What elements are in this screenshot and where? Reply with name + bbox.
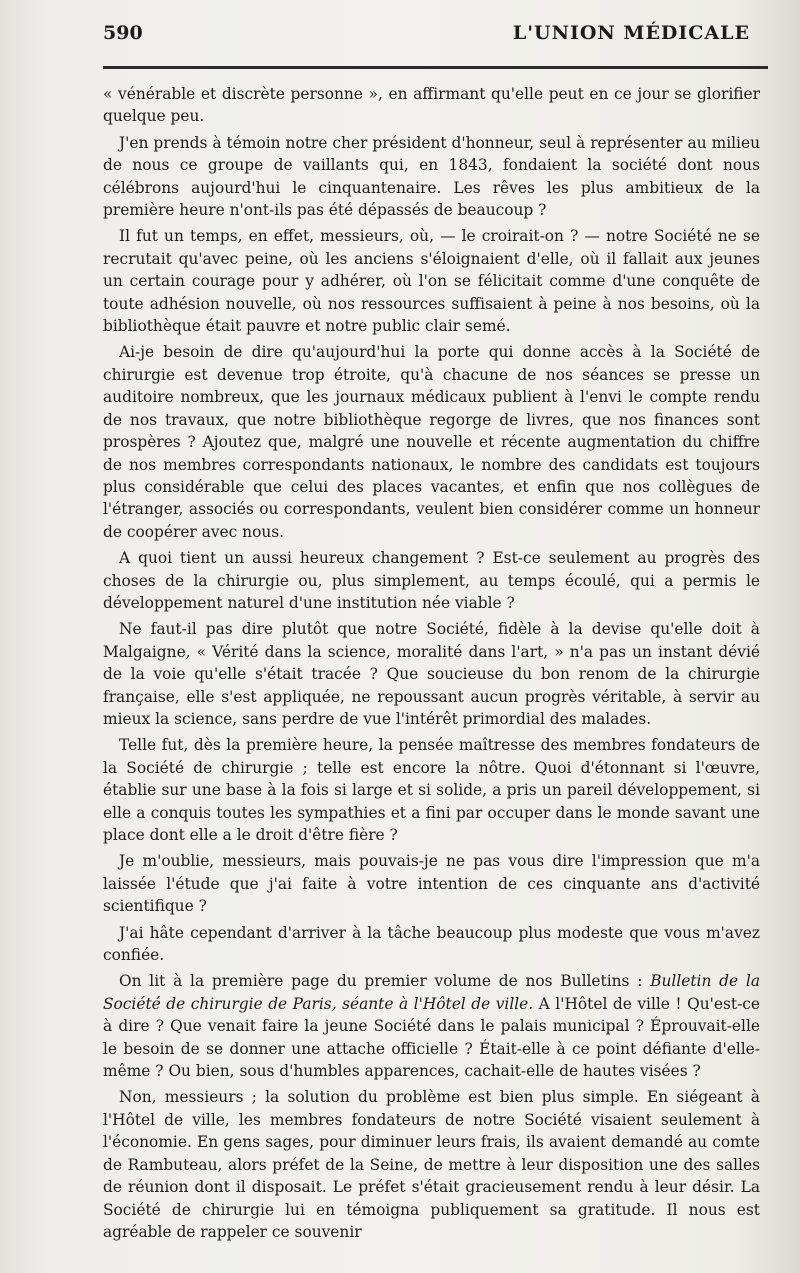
paragraph-last: Non, messieurs ; la solution du problème est bien plus simple. En siégeant à l'Hôtel de ville, les membres fondateurs de notre Société visaient seulement à l'économie. En gens sages, pour diminuer leurs frais, ils avaient demandé au comte de Rambuteau, alors préfet de la Seine, de mettre à leur disposition une des salles de réunion dont il disposait. Le préfet s'était gracieusement rendu à leur désir. La Société de chirurgie lui en témoigna publiquement sa gratitude. Il nous est agréable de rappeler ce souvenir <box>103 1088 760 1241</box>
bulletin-title: Bulletin de la Société de chirurgie de Paris, séante à l'Hôtel de ville. <box>103 972 760 1013</box>
paragraph-6: Ne faut-il pas dire plutôt que notre Société, fidèle à la devise qu'elle doit à Malgaigne, « Vérité dans la science, moralité dans l'art, » n'a pas un instant dévié de la voie qu'elle s'était tracée ? Que soucieuse du bon renom de la chirurgie française, elle s'est appliquée, ne repoussant aucun progrès véritable, à servir au mieux la science, sans perdre de vue l'intérêt primordial des malades. <box>103 620 760 728</box>
paragraph-3: Il fut un temps, en effet, messieurs, où, — le croirait-on ? — notre Société ne se recrutait qu'avec peine, où les anciens s'éloignaient d'elle, où il fallait aux jeunes un certain courage pour y adhérer, où l'on se félicitait comme d'une conquête de toute adhésion nouvelle, où nos ressources suffisaient à peine à nos besoins, où la bibliothèque était pauvre et notre public clair semé. <box>103 227 760 336</box>
paragraph-1: « vénérable et discrète personne », en affirmant qu'elle peut en ce jour se glorifier quelque peu. <box>103 85 760 126</box>
running-head <box>103 22 760 52</box>
journal-title: L'UNION MÉDICALE <box>512 22 750 44</box>
paragraph-bulletin <box>103 970 760 1082</box>
paragraph-5: A quoi tient un aussi heureux changement ? Est-ce seulement au progrès des choses de la chirurgie ou, plus simplement, au temps écoulé, qui a permis le développement naturel d'une institution née viable ? <box>103 549 760 612</box>
paragraph-9: J'ai hâte cependant d'arriver à la tâche beaucoup plus modeste que vous m'avez confiée. <box>103 923 760 965</box>
paragraph-4: Ai-je besoin de dire qu'aujourd'hui la porte qui donne accès à la Société de chirurgie est devenue trop étroite, qu'à chacune de nos séances se presse un auditoire nombreux, que les journaux médicaux publient à l'envi le compte rendu de nos travaux, que notre bibliothèque regorge de livres, que nos finances sont prospères ? Ajoutez que, malgré une nouvelle et récente augmentation du chiffre de nos membres correspondants nationaux, le nombre des candidats est toujours plus considérable que celui des places vacantes, et enfin que nos collègues de l'étranger, associés ou correspondants, veulent bien considérer comme un honneur de coopérer avec nous. <box>103 343 760 541</box>
bulletin-intro: On lit à la première page du premier volume de nos Bulletins : <box>119 972 651 991</box>
body-text <box>103 83 760 1243</box>
paragraph-2: J'en prends à témoin notre cher président d'honneur, seul à représenter au milieu de nous ce groupe de vaillants qui, en 1843, fondaient la société dont nous célébrons aujourd'hui le cinquantenaire. Les rêves les plus ambitieux de la première heure n'ont-ils pas été dépassés de beaucoup ? <box>103 133 760 220</box>
bulletin-rest: A l'Hôtel de ville ! Qu'est-ce à dire ? Que venait faire la jeune Société dans le palais municipal ? Éprouvait-elle le besoin de se donner une attache officielle ? Était-elle à ce point défiante d'elle-même ? Ou bien, sous d'humbles apparences, cachait-elle de hautes visées ? <box>103 994 760 1081</box>
paragraph-7: Telle fut, dès la première heure, la pensée maîtresse des membres fondateurs de la Société de chirurgie ; telle est encore la nôtre. Quoi d'étonnant si l'œuvre, établie sur une base à la fois si large et si solide, a pris un pareil développement, si elle a conquis toutes les sympathies et a fini par occuper dans le monde savant une place dont elle a le droit d'être fière ? <box>103 736 760 844</box>
paragraph-8: Je m'oublie, messieurs, mais pouvais-je ne pas vous dire l'impression que m'a laissée l'étude que j'ai faite à votre intention de ces cinquante ans d'activité scientifique ? <box>103 852 760 916</box>
header-rule <box>103 66 768 69</box>
page-number: 590 <box>103 22 143 44</box>
